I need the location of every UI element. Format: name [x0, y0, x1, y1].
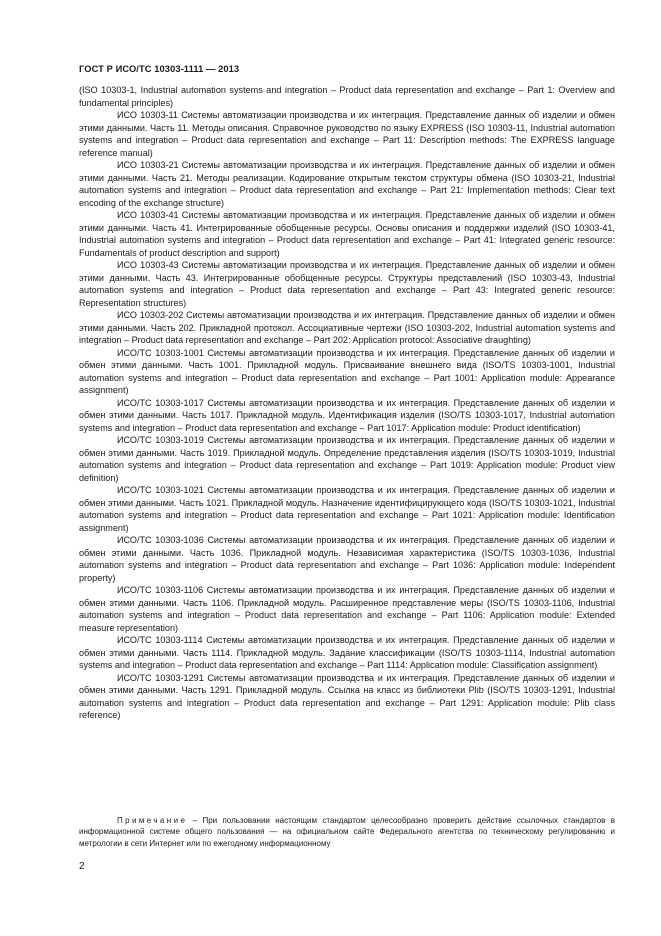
reference-paragraph: ИСО 10303-11 Системы автоматизации производства и их интеграция. Представление данных об изделии и обмен этими данными. Часть 11. Методы описания. Справочное руководство по языку EXPRESS (ISO 10303-11, Industrial automation systems and integration – Product data representation and exchange – Part 11: Description methods: The EXPRESS language reference manual) — [79, 110, 615, 158]
note-lead: Примечание — [117, 816, 188, 825]
reference-paragraph: ИСО/ТС 10303-1017 Системы автоматизации производства и их интеграция. Представление данных об изделии и обмен этими данными. Часть 1017. Прикладной модуль. Идентификация изделия (ISO/TS 10303-1017, Industrial automation systems and integration – Product data representation and exchange – Part 1017: Application module: Product identification) — [79, 397, 615, 433]
note-text: – При пользовании настоящим стандартом целесообразно проверить действие ссылочных стандартов в информационной системе общего пользования — на официальном сайте Федерального агентства по техническому регулированию и метрологии в сети Интернет или по ежегодному информационному — [79, 816, 615, 848]
page-header-title: ГОСТ Р ИСО/ТС 10303-1111 — 2013 — [79, 64, 240, 74]
reference-paragraph: ИСО/ТС 10303-1291 Системы автоматизации производства и их интеграция. Представление данных об изделии и обмен этими данными. Часть 1291. Прикладной модуль. Ссылка на класс из библиотеки Plib (ISO/TS 10303-1291, Industrial automation systems and integration – Product data representation and exchange – Part 1291: Application module: Plib class reference) — [79, 672, 615, 720]
reference-paragraph: ИСО 10303-43 Системы автоматизации производства и их интеграция. Представление данных об изделии и обмен этими данными. Часть 43. Интегрированные обобщенные ресурсы. Структуры представлений (ISO 10303-43, Industrial automation systems and integration – Product data representation and exchange – Part 43: Integrated generic resource: Representation structures) — [79, 260, 615, 308]
page-number: 2 — [79, 861, 85, 872]
note-paragraph — [79, 815, 615, 849]
reference-paragraph: ИСО 10303-41 Системы автоматизации производства и их интеграция. Представление данных об изделии и обмен этими данными. Часть 41. Интегрированные обобщенные ресурсы. Основы описания и поддержки изделий (ISO 10303-41, Industrial automation systems and integration – Product data representation and exchange – Part 41: Integrated generic resource: Fundamentals of product description and support) — [79, 210, 615, 258]
reference-paragraph: (ISO 10303-1, Industrial automation systems and integration – Product data representation and exchange – Part 1: Overview and fundamental principles) — [79, 85, 615, 108]
reference-paragraph: ИСО/ТС 10303-1106 Системы автоматизации производства и их интеграция. Представление данных об изделии и обмен этими данными. Часть 1106. Прикладной модуль. Расширенное представление меры (ISO/TS 10303-1106, Industrial automation systems and integration – Product data representation and exchange – Part 1106: Application module: Extended measure representation) — [79, 585, 615, 633]
reference-paragraph: ИСО 10303-202 Системы автоматизации производства и их интеграция. Представление данных об изделии и обмен этими данными. Часть 202. Прикладной протокол. Ассоциативные чертежи (ISO 10303-202, Industrial automation systems and integration – Product data representation and exchange – Part 202: Application protocol: Associative draughting) — [79, 310, 615, 345]
reference-paragraph: ИСО 10303-21 Системы автоматизации производства и их интеграция. Представление данных об изделии и обмен этими данными. Часть 21. Методы реализации. Кодирование открытым текстом структуры обмена (ISO 10303-21, Industrial automation systems and integration – Product data representation and exchange – Part 21: Implementation methods: Clear text encoding of the exchange structure) — [79, 160, 615, 208]
reference-paragraph: ИСО/ТС 10303-1001 Системы автоматизации производства и их интеграция. Представление данных об изделии и обмен этими данными. Часть 1001. Прикладной модуль. Присваивание внешнего вида (ISO/TS 10303-1001, Industrial automation systems and integration – Product data representation and exchange – Part 1001: Application module: Appearance assignment) — [79, 347, 615, 395]
reference-paragraph: ИСО/ТС 10303-1019 Системы автоматизации производства и их интеграция. Представление данных об изделии и обмен этими данными. Часть 1019. Прикладной модуль. Определение представления изделия (ISO/TS 10303-1019, Industrial automation systems and integration – Product data representation and exchange – Part 1019: Application module: Product view definition) — [79, 435, 615, 483]
normative-references-list — [79, 84, 615, 722]
reference-paragraph: ИСО/ТС 10303-1021 Системы автоматизации производства и их интеграция. Представление данных об изделии и обмен этими данными. Часть 1021. Прикладной модуль. Назначение идентифицирующего кода (ISO/TS 10303-1021, Industrial automation systems and integration – Product data representation and exchange – Part 1021: Application module: Identification assignment) — [79, 485, 615, 533]
reference-paragraph: ИСО/ТС 10303-1114 Системы автоматизации производства и их интеграция. Представление данных об изделии и обмен этими данными. Часть 1114. Прикладной модуль. Задание классификации (ISO/TS 10303-1114, Industrial automation systems and integration – Product data representation and exchange – Part 1114: Application module: Classification assignment) — [79, 635, 615, 670]
reference-paragraph: ИСО/ТС 10303-1036 Системы автоматизации производства и их интеграция. Представление данных об изделии и обмен этими данными. Часть 1036. Прикладной модуль. Независимая характеристика (ISO/TS 10303-1036, Industrial automation systems and integration – Product data representation and exchange – Part 1036: Application module: Independent property) — [79, 535, 615, 583]
